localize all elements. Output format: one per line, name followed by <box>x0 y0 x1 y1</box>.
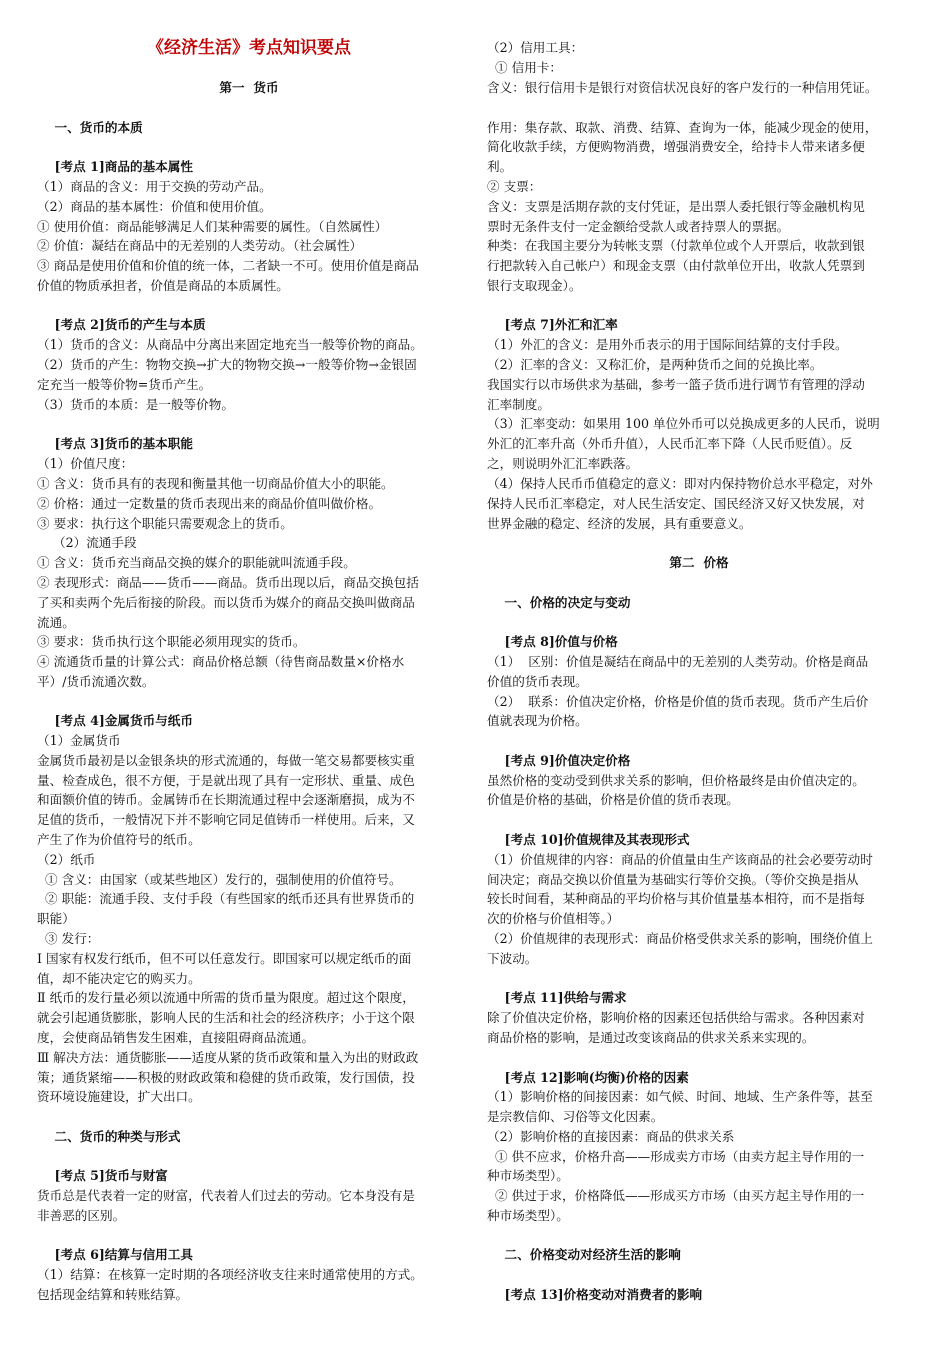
text-line: 种类：在我国主要分为转帐支票（付款单位或个人开票后，收款到银 <box>487 238 865 253</box>
section-heading: [考点 11]供给与需求 <box>487 990 627 1005</box>
text-line: 和面额价值的铸币。金属铸币在长期流通过程中会逐渐磨损，成为不 <box>37 792 415 807</box>
text-line: （2）汇率的含义：又称汇价，是两种货币之间的兑换比率。 <box>487 357 823 372</box>
text-line: 我国实行以市场供求为基础，参考一篮子货币进行调节有管理的浮动 <box>487 377 865 392</box>
text-line: 平）/货币流通次数。 <box>37 674 155 689</box>
text-line: ① 供不应求，价格升高——形成卖方市场（由卖方起主导作用的一 <box>487 1149 865 1164</box>
text-line: ② 价格：通过一定数量的货币表现出来的商品价值叫做价格。 <box>37 496 382 511</box>
text-line: （2）影响价格的直接因素：商品的供求关系 <box>487 1129 735 1144</box>
text-line: （2）货币的产生：物物交换→扩大的物物交换→一般等价物→金银固 <box>37 357 417 372</box>
text-line: 量、检查成色，很不方便，于是就出现了具有一定形状、重量、成色 <box>37 773 415 788</box>
section-heading: [考点 6]结算与信用工具 <box>37 1247 193 1262</box>
text-line: 间决定；商品交换以价值量为基础实行等价交换。（等价交换是指从 <box>487 872 859 887</box>
text-line: Ⅲ 解决方法：通货膨胀——适度从紧的货币政策和量入为出的财政政 <box>37 1050 419 1065</box>
text-line: 足值的货币，一般情况下并不影响它同足值铸币一样使用。后来，又 <box>37 812 415 827</box>
text-line: 产生了作为价值符号的纸币。 <box>37 832 201 847</box>
text-line: 简化收款手续，方便购物消费，增强消费安全，给持卡人带来诸多便 <box>487 139 865 154</box>
text-line: （1）价值尺度： <box>37 456 134 471</box>
text-line: 含义：银行信用卡是银行对资信状况良好的客户发行的一种信用凭证。 <box>487 80 878 95</box>
text-line: （2）商品的基本属性：价值和使用价值。 <box>37 199 272 214</box>
text-line: ② 供过于求，价格降低——形成买方市场（由买方起主导作用的一 <box>487 1188 865 1203</box>
text-line: 度，会使商品销售发生困难，直接阻碍商品流通。 <box>37 1030 315 1045</box>
text-line: （3）汇率变动：如果用 100 单位外币可以兑换成更多的人民币，说明 <box>487 416 880 431</box>
text-line: ① 含义：由国家（或某些地区）发行的，强制使用的价值符号。 <box>37 872 402 887</box>
text-line: 外汇的汇率升高（外币升值），人民币汇率下降（人民币贬值）。反 <box>487 436 853 451</box>
text-line: （2）价值规律的表现形式：商品价格受供求关系的影响，围绕价值上 <box>487 931 873 946</box>
text-line: 定充当一般等价物=货币产生。 <box>37 377 212 392</box>
text-line: ④ 流通货币量的计算公式：商品价格总额（待售商品数量×价格水 <box>37 654 405 669</box>
text-line: 行把款转入自己帐户）和现金支票（由付款单位开出，收款人凭票到 <box>487 258 865 273</box>
text-line: 资环境设施建设，扩大出口。 <box>37 1089 201 1104</box>
text-line: 银行支取现金）。 <box>487 278 582 293</box>
section-heading: [考点 3]货币的基本职能 <box>37 436 193 451</box>
text-line: 值就表现为价格。 <box>487 713 588 728</box>
text-line: ③ 要求：执行这个职能只需要观念上的货币。 <box>37 516 293 531</box>
text-line: 价值是价格的基础，价格是价值的货币表现。 <box>487 792 739 807</box>
text-line: ① 含义：货币充当商品交换的媒介的职能就叫流通手段。 <box>37 555 356 570</box>
text-line: Ⅱ 纸币的发行量必须以流通中所需的货币量为限度。超过这个限度， <box>37 990 415 1005</box>
text-line: 较长时间看，某种商品的平均价格与其价值量基本相符，而不是指每 <box>487 891 865 906</box>
section-heading: [考点 4]金属货币与纸币 <box>37 713 193 728</box>
text-line: 世界金融的稳定、经济的发展，具有重要意义。 <box>487 516 752 531</box>
chapter-heading: 第二 价格 <box>669 555 729 570</box>
text-line: ① 信用卡： <box>487 60 562 75</box>
text-line: 流通。 <box>37 615 75 630</box>
text-line: （2）流通手段 <box>37 535 137 550</box>
text-line: （1）外汇的含义：是用外币表示的用于国际间结算的支付手段。 <box>487 337 848 352</box>
text-line: （1）金属货币 <box>37 733 121 748</box>
text-line: 商品价格的影响，是通过改变该商品的供求关系来实现的。 <box>487 1030 815 1045</box>
text-line: ② 职能：流通手段、支付手段（有些国家的纸币还具有世界货币的 <box>37 891 415 906</box>
section-heading: 一、价格的决定与变动 <box>487 595 631 610</box>
text-line: 虽然价格的变动受到供求关系的影响，但价格最终是由价值决定的。 <box>487 773 865 788</box>
section-heading: [考点 1]商品的基本属性 <box>37 159 193 174</box>
text-line: （4）保持人民币币值稳定的意义：即对内保持物价总水平稳定，对外 <box>487 476 873 491</box>
text-line: （1） 区别：价值是凝结在商品中的无差别的人类劳动。价格是商品 <box>487 654 869 669</box>
text-line: ① 使用价值：商品能够满足人们某种需要的属性。（自然属性） <box>37 219 388 234</box>
text-line: ② 价值：凝结在商品中的无差别的人类劳动。（社会属性） <box>37 238 363 253</box>
document-title: 《经济生活》考点知识要点 <box>147 38 351 58</box>
text-line: ③ 要求：货币执行这个职能必须用现实的货币。 <box>37 634 306 649</box>
chapter-heading: 第一 货币 <box>219 80 279 95</box>
text-line: （3）货币的本质：是一般等价物。 <box>37 397 234 412</box>
text-line: 非善恶的区别。 <box>37 1208 126 1223</box>
section-heading: [考点 9]价值决定价格 <box>487 753 631 768</box>
text-line: 货币总是代表着一定的财富，代表着人们过去的劳动。它本身没有是 <box>37 1188 415 1203</box>
section-heading: [考点 7]外汇和汇率 <box>487 317 618 332</box>
text-line: 票时无条件支付一定金额给受款人或者持票人的票据。 <box>487 219 790 234</box>
text-line: 是宗教信仰、习俗等文化因素。 <box>487 1109 664 1124</box>
text-line: 价值的货币表现。 <box>487 674 588 689</box>
text-line: （2） 联系：价值决定价格，价格是价值的货币表现。货币产生后价 <box>487 694 869 709</box>
text-line: ① 含义：货币具有的表现和衡量其他一切商品价值大小的职能。 <box>37 476 394 491</box>
text-line: 汇率制度。 <box>487 397 550 412</box>
text-line: （1）货币的含义：从商品中分离出来固定地充当一般等价物的商品。 <box>37 337 423 352</box>
text-line: ② 表现形式：商品——货币——商品。货币出现以后，商品交换包括 <box>37 575 419 590</box>
text-line: 种市场类型）。 <box>487 1208 569 1223</box>
text-line: （1）影响价格的间接因素：如气候、时间、地域、生产条件等，甚至 <box>487 1089 873 1104</box>
text-line: 策；通货紧缩——积极的财政政策和稳健的货币政策，发行国债，投 <box>37 1070 415 1085</box>
text-line: 利。 <box>487 159 513 174</box>
text-line: （1）结算：在核算一定时期的各项经济收支往来时通常使用的方式。 <box>37 1267 423 1282</box>
text-line: （2）纸币 <box>37 852 96 867</box>
text-line: 除了价值决定价格，影响价格的因素还包括供给与需求。各种因素对 <box>487 1010 865 1025</box>
text-line: 保持人民币汇率稳定，对人民生活安定、国民经济又好又快发展，对 <box>487 496 865 511</box>
text-line: 种市场类型）。 <box>487 1168 569 1183</box>
section-heading: [考点 12]影响(均衡)价格的因素 <box>487 1070 689 1085</box>
section-heading: [考点 5]货币与财富 <box>37 1168 168 1183</box>
text-line: 就会引起通货膨胀，影响人民的生活和社会的经济秩序；小于这个限 <box>37 1010 415 1025</box>
text-line: 值，却不能决定它的购买力。 <box>37 971 201 986</box>
text-line: ② 支票： <box>487 179 542 194</box>
text-line: 作用：集存款、取款、消费、结算、查询为一体，能减少现金的使用， <box>487 120 878 135</box>
text-line: 之，则说明外汇汇率跌落。 <box>487 456 639 471</box>
section-heading: [考点 8]价值与价格 <box>487 634 618 649</box>
text-line: 次的价格与价值相等。） <box>487 911 620 926</box>
text-line: 下波动。 <box>487 951 538 966</box>
text-line: Ⅰ 国家有权发行纸币，但不可以任意发行。即国家可以规定纸币的面 <box>37 951 412 966</box>
section-heading: 二、货币的种类与形式 <box>37 1129 181 1144</box>
section-heading: 一、货币的本质 <box>37 120 143 135</box>
text-line: 了买和卖两个先后衔接的阶段。而以货币为媒介的商品交换叫做商品 <box>37 595 415 610</box>
text-line: （1）商品的含义：用于交换的劳动产品。 <box>37 179 272 194</box>
text-line: 含义：支票是活期存款的支付凭证，是出票人委托银行等金融机构见 <box>487 199 865 214</box>
text-line: 金属货币最初是以金银条块的形式流通的，每做一笔交易都要核实重 <box>37 753 415 768</box>
section-heading: [考点 2]货币的产生与本质 <box>37 317 206 332</box>
text-line: 价值的物质承担者，价值是商品的本质属性。 <box>37 278 289 293</box>
section-heading: 二、价格变动对经济生活的影响 <box>487 1247 681 1262</box>
text-line: ③ 发行： <box>37 931 100 946</box>
text-line: （2）信用工具： <box>487 40 584 55</box>
text-line: （1）价值规律的内容：商品的价值量由生产该商品的社会必要劳动时 <box>487 852 873 867</box>
section-heading: [考点 13]价格变动对消费者的影响 <box>487 1287 703 1302</box>
text-line: ③ 商品是使用价值和价值的统一体，二者缺一不可。使用价值是商品 <box>37 258 419 273</box>
text-line: 包括现金结算和转账结算。 <box>37 1287 189 1302</box>
text-line: 职能） <box>37 911 75 926</box>
section-heading: [考点 10]价值规律及其表现形式 <box>487 832 690 847</box>
